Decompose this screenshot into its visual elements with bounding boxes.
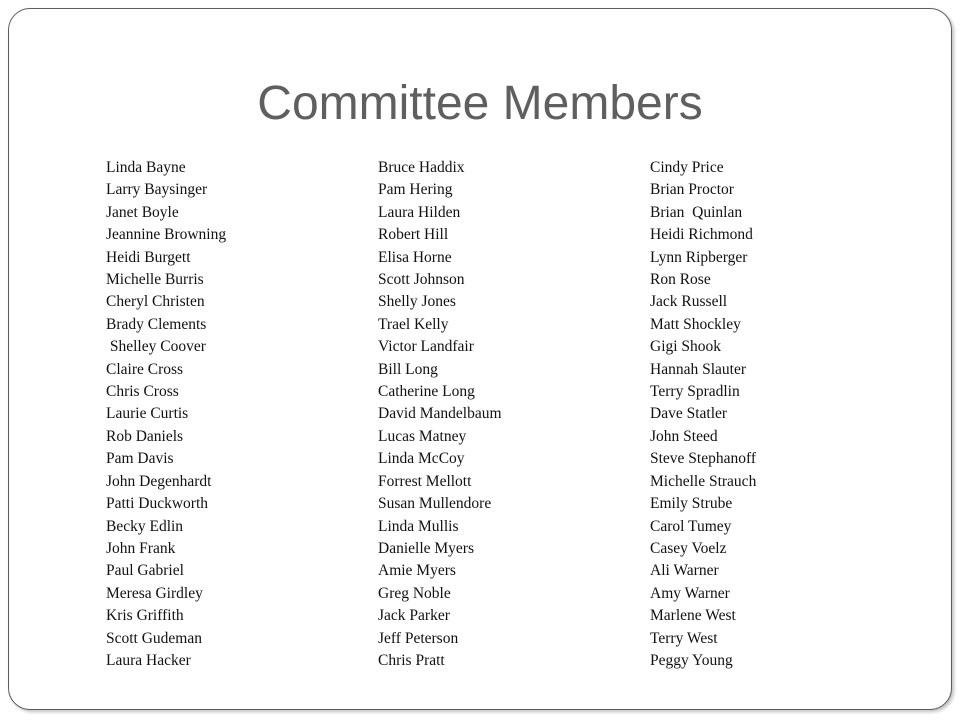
member-name: Pam Hering [378,181,453,199]
member-name: Bruce Haddix [378,159,465,176]
member-column-2 [378,157,502,672]
member-name: Shelly Jones [378,293,456,311]
member-name: Kris Griffith [106,607,184,625]
member-name: Dave Statler [650,405,728,423]
member-name: Peggy Young [650,651,733,669]
member-name: Paul Gabriel [106,562,184,580]
member-name: Laura Hacker [106,651,191,669]
member-name: Laurie Curtis [106,405,189,423]
member-name: Becky Edlin [106,517,184,535]
member-column-3 [650,157,756,672]
member-name: Lucas Matney [378,427,467,445]
member-name: Jeff Peterson [378,629,459,647]
member-name: Brady Clements [106,315,207,333]
member-name: Marlene West [650,607,736,625]
member-name: Amie Myers [378,562,456,580]
member-name: Lynn Ripberger [650,248,748,266]
member-columns [0,157,960,677]
member-name: Scott Johnson [378,271,465,289]
member-name: Chris Pratt [378,651,445,669]
member-name: Laura Hilden [378,203,461,221]
member-name: Jeannine Browning [106,226,227,244]
member-name: Ron Rose [650,271,711,289]
member-name: Danielle Myers [378,539,474,557]
member-name: Linda Mullis [378,517,459,535]
member-name: Steve Stephanoff [650,450,757,468]
member-name: Catherine Long [378,383,475,401]
member-name: Linda Bayne [106,159,186,176]
member-name: Terry West [650,629,718,647]
member-name: Heidi Burgett [106,248,191,266]
member-name: Jack Russell [650,293,728,311]
member-name: Amy Warner [650,584,730,602]
member-name: Terry Spradlin [650,383,740,401]
member-name: Linda McCoy [378,450,465,468]
member-name: Janet Boyle [106,203,179,221]
member-name: David Mandelbaum [378,405,502,423]
slide-title: Committee Members [257,77,703,130]
member-name: Patti Duckworth [106,495,209,513]
member-name: Bill Long [378,360,438,378]
member-name: Cheryl Christen [106,293,205,311]
member-name: Chris Cross [106,383,179,401]
member-name: Susan Mullendore [378,495,492,513]
member-name: Rob Daniels [106,427,184,445]
member-name: Cindy Price [650,159,724,176]
member-name: Gigi Shook [650,338,722,356]
member-name: John Frank [106,539,176,557]
member-name: Trael Kelly [378,315,449,333]
member-name: Hannah Slauter [650,360,746,378]
member-name: Heidi Richmond [650,226,753,244]
member-name: Scott Gudeman [106,629,202,647]
member-name: Michelle Strauch [650,472,757,490]
member-name: Victor Landfair [378,338,474,356]
member-name: Brian Quinlan [650,203,743,221]
member-name: John Degenhardt [106,472,212,490]
member-name: Elisa Horne [378,248,452,266]
member-name: Greg Noble [378,584,451,602]
member-name: Emily Strube [650,495,733,513]
member-name: Casey Voelz [650,539,727,557]
member-name: Shelley Coover [106,338,206,356]
member-name: John Steed [650,427,718,445]
member-name: Ali Warner [650,562,719,580]
member-name: Matt Shockley [650,315,741,333]
member-name: Forrest Mellott [378,472,472,490]
member-name: Robert Hill [378,226,449,244]
member-name: Brian Proctor [650,181,734,199]
member-name: Pam Davis [106,450,174,468]
member-name: Carol Tumey [650,517,732,535]
member-name: Claire Cross [106,360,184,378]
member-column-1 [106,157,226,672]
member-name: Michelle Burris [106,271,204,289]
member-name: Meresa Girdley [106,584,203,602]
member-name: Larry Baysinger [106,181,208,199]
member-name: Jack Parker [378,607,450,625]
